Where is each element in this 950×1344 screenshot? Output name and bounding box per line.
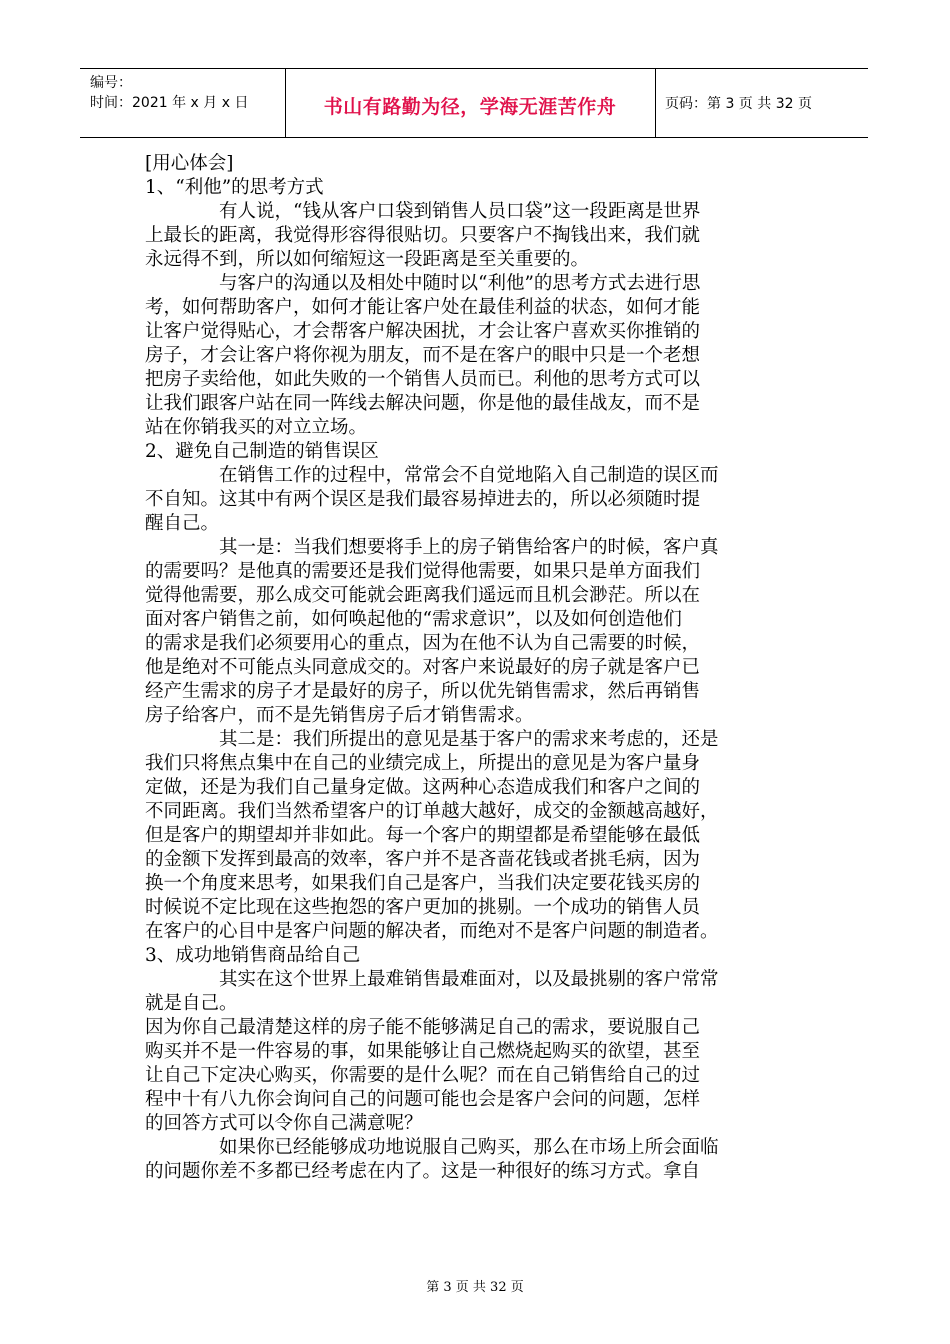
section-tag: [用心体会]	[145, 153, 234, 174]
paragraph-line: 其二是：我们所提出的意见是基于客户的需求来考虑的，还是	[219, 729, 719, 750]
section-heading: 1、“利他”的思考方式	[145, 177, 324, 198]
section-heading: 3、成功地销售商品给自己	[145, 945, 361, 966]
paragraph-line: 购买并不是一件容易的事，如果能够让自己燃烧起购买的欲望，甚至	[145, 1041, 701, 1062]
paragraph-line: 不自知。这其中有两个误区是我们最容易掉进去的，所以必须随时提	[145, 489, 701, 510]
paragraph-line: 在客户的心目中是客户问题的解决者，而绝对不是客户问题的制造者。	[145, 921, 719, 942]
paragraph-line: 有人说，“钱从客户口袋到销售人员口袋”这一段距离是世界	[219, 201, 701, 222]
paragraph-line: 把房子卖给他，如此失败的一个销售人员而已。利他的思考方式可以	[145, 369, 701, 390]
paragraph-line: 在销售工作的过程中，常常会不自觉地陷入自己制造的误区而	[219, 465, 719, 486]
paragraph-line: 醒自己。	[145, 513, 220, 534]
paragraph-line: 的需求是我们必须要用心的重点，因为在他不认为自己需要的时候，	[145, 633, 701, 654]
paragraph-line: 程中十有八九你会询问自己的问题可能也会是客户会问的问题，怎样	[145, 1089, 701, 1110]
paragraph-line: 的回答方式可以令你自己满意呢？	[145, 1113, 423, 1134]
paragraph-line: 其一是：当我们想要将手上的房子销售给客户的时候，客户真	[219, 537, 719, 558]
number-label: 编号：	[90, 75, 132, 91]
paragraph-line: 让我们跟客户站在同一阵线去解决问题，你是他的最佳战友，而不是	[145, 393, 701, 414]
paragraph-line: 永远得不到，所以如何缩短这一段距离是至关重要的。	[145, 249, 590, 270]
section-heading: 2、避免自己制造的销售误区	[145, 441, 379, 462]
paragraph-line: 如果你已经能够成功地说服自己购买，那么在市场上所会面临	[219, 1137, 719, 1158]
paragraph-line: 定做，还是为我们自己量身定做。这两种心态造成我们和客户之间的	[145, 777, 701, 798]
paragraph-line: 因为你自己最清楚这样的房子能不能够满足自己的需求，要说服自己	[145, 1017, 701, 1038]
paragraph-line: 觉得他需要，那么成交可能就会距离我们遥远而且机会渺茫。所以在	[145, 585, 701, 606]
paragraph-line: 就是自己。	[145, 993, 238, 1014]
paragraph-line: 时候说不定比现在这些抱怨的客户更加的挑剔。一个成功的销售人员	[145, 897, 701, 918]
time-label: 时间：2021 年 x 月 x 日	[90, 95, 249, 111]
paragraph-line: 其实在这个世界上最难销售最难面对，以及最挑剔的客户常常	[219, 969, 719, 990]
paragraph-line: 上最长的距离，我觉得形容得很贴切。只要客户不掏钱出来，我们就	[145, 225, 701, 246]
paragraph-line: 不同距离。我们当然希望客户的订单越大越好，成交的金额越高越好，	[145, 801, 719, 822]
paragraph-line: 考，如何帮助客户，如何才能让客户处在最佳利益的状态，如何才能	[145, 297, 701, 318]
paragraph-line: 的问题你差不多都已经考虑在内了。这是一种很好的练习方式。拿自	[145, 1161, 701, 1182]
header-meta	[90, 73, 248, 113]
paragraph-line: 与客户的沟通以及相处中随时以“利他”的思考方式去进行思	[219, 273, 701, 294]
paragraph-line: 站在你销我买的对立立场。	[145, 417, 368, 438]
page-footer: 第 3 页 共 32 页	[426, 1280, 524, 1295]
paragraph-line: 房子给客户，而不是先销售房子后才销售需求。	[145, 705, 534, 726]
paragraph-line: 我们只将焦点集中在自己的业绩完成上，所提出的意见是为客户量身	[145, 753, 701, 774]
header-divider	[655, 69, 656, 137]
paragraph-line: 但是客户的期望却并非如此。每一个客户的期望都是希望能够在最低	[145, 825, 701, 846]
paragraph-line: 他是绝对不可能点头同意成交的。对客户来说最好的房子就是客户已	[145, 657, 701, 678]
document-body	[145, 152, 810, 1184]
paragraph-line: 让客户觉得贴心，才会帮客户解决困扰，才会让客户喜欢买你推销的	[145, 321, 701, 342]
paragraph-line: 换一个角度来思考，如果我们自己是客户，当我们决定要花钱买房的	[145, 873, 701, 894]
header-page-label: 页码：第 3 页 共 32 页	[665, 96, 812, 112]
paragraph-line: 面对客户销售之前，如何唤起他的“需求意识”，以及如何创造他们	[145, 609, 682, 630]
paragraph-line: 的金额下发挥到最高的效率，客户并不是吝啬花钱或者挑毛病，因为	[145, 849, 701, 870]
paragraph-line: 的需要吗？是他真的需要还是我们觉得他需要，如果只是单方面我们	[145, 561, 701, 582]
header-motto: 书山有路勤为径，学海无涯苦作舟	[323, 96, 617, 118]
paragraph-line: 让自己下定决心购买，你需要的是什么呢？而在自己销售给自己的过	[145, 1065, 701, 1086]
paragraph-line: 房子，才会让客户将你视为朋友，而不是在客户的眼中只是一个老想	[145, 345, 701, 366]
page-header	[80, 68, 868, 138]
paragraph-line: 经产生需求的房子才是最好的房子，所以优先销售需求，然后再销售	[145, 681, 701, 702]
